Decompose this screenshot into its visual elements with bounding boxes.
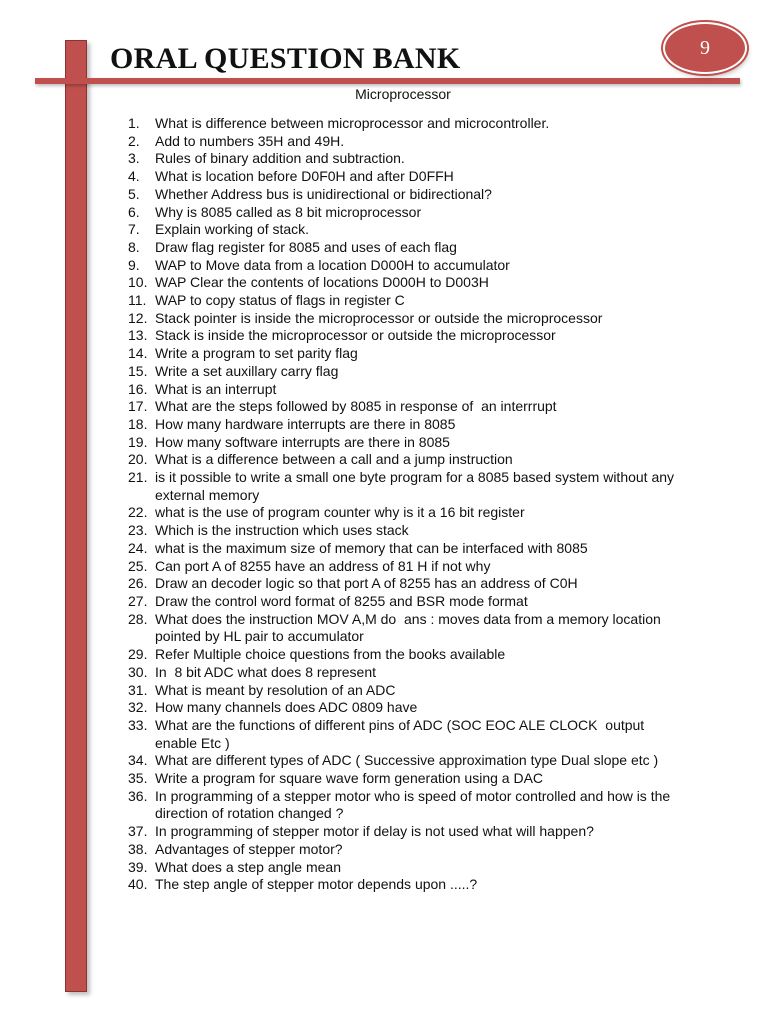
question-text: Which is the instruction which uses stack (155, 522, 409, 539)
question-text: what is the maximum size of memory that can be interfaced with 8085 (155, 539, 588, 556)
question-text: Write a program to set parity flag (155, 345, 358, 362)
question-number: 4. (128, 168, 140, 185)
question-text: Stack pointer is inside the microprocessor or outside the microprocessor (155, 309, 603, 326)
question-item (128, 416, 688, 434)
question-text: WAP to Move data from a location D000H to accumulator (155, 256, 510, 273)
question-item (128, 593, 688, 611)
question-item (128, 859, 688, 877)
question-text: Draw the control word format of 8255 and BSR mode format (155, 592, 528, 609)
question-number: 24. (128, 539, 148, 556)
question-text: What does the instruction MOV A,M do ans : moves data from a memory location pointed by HL pair to accumulator (155, 610, 665, 645)
question-item (128, 274, 688, 292)
question-number: 17. (128, 398, 148, 415)
question-text: What are the steps followed by 8085 in response of an interrrupt (155, 398, 557, 415)
question-number: 26. (128, 575, 148, 592)
question-item (128, 717, 688, 752)
question-number: 19. (128, 433, 148, 450)
question-number: 37. (128, 823, 148, 840)
question-item (128, 770, 688, 788)
question-number: 14. (128, 345, 148, 362)
question-number: 16. (128, 380, 148, 397)
question-number: 36. (128, 787, 148, 804)
question-text: What is a difference between a call and a jump instruction (155, 451, 513, 468)
question-number: 9. (128, 256, 140, 273)
page-number: 9 (700, 36, 710, 59)
page-number-badge (665, 24, 745, 72)
question-number: 27. (128, 592, 148, 609)
question-item (128, 381, 688, 399)
question-text: What are the functions of different pins of ADC (SOC EOC ALE CLOCK output enable Etc ) (155, 716, 649, 751)
question-text: What is meant by resolution of an ADC (155, 681, 396, 698)
question-item (128, 133, 688, 151)
question-item (128, 310, 688, 328)
question-text: Add to numbers 35H and 49H. (155, 132, 345, 149)
question-item (128, 682, 688, 700)
question-number: 33. (128, 716, 148, 733)
question-item (128, 221, 688, 239)
question-text: What are different types of ADC ( Successive approximation type Dual slope etc ) (155, 752, 659, 769)
question-text: Rules of binary addition and subtraction. (155, 150, 405, 167)
question-item (128, 327, 688, 345)
question-item (128, 876, 688, 894)
question-number: 6. (128, 203, 140, 220)
question-text: In programming of stepper motor if delay is not used what will happen? (155, 823, 594, 840)
question-item (128, 345, 688, 363)
question-item (128, 451, 688, 469)
question-number: 1. (128, 115, 140, 131)
question-number: 34. (128, 752, 148, 769)
question-number: 5. (128, 185, 140, 202)
question-item (128, 788, 688, 823)
question-item (128, 540, 688, 558)
question-item (128, 611, 688, 646)
question-item (128, 239, 688, 257)
question-item (128, 434, 688, 452)
question-text: Explain working of stack. (155, 221, 310, 238)
question-number: 11. (128, 292, 147, 309)
question-text: In 8 bit ADC what does 8 represent (155, 663, 377, 680)
question-text: What does a step angle mean (155, 858, 342, 875)
question-item (128, 292, 688, 310)
question-number: 35. (128, 770, 148, 787)
question-text: what is the use of program counter why is it a 16 bit register (155, 504, 525, 521)
question-text: Why is 8085 called as 8 bit microprocessor (155, 203, 422, 220)
question-number: 3. (128, 150, 140, 167)
question-text: How many software interrupts are there in 8085 (155, 433, 450, 450)
question-text: Refer Multiple choice questions from the books available (155, 646, 506, 663)
question-text: How many hardware interrupts are there in 8085 (155, 415, 456, 432)
question-item (128, 823, 688, 841)
question-number: 7. (128, 221, 140, 238)
question-number: 39. (128, 858, 148, 875)
decorative-vertical-bar (65, 40, 87, 992)
question-text: In programming of a stepper motor who is speed of motor controlled and how is the direction of rotation changed ? (155, 787, 675, 822)
question-number: 28. (128, 610, 148, 627)
question-item (128, 150, 688, 168)
question-number: 30. (128, 663, 148, 680)
question-item (128, 646, 688, 664)
question-text: What is an interrupt (155, 380, 277, 397)
question-text: Draw an decoder logic so that port A of 8255 has an address of C0H (155, 575, 578, 592)
question-item (128, 398, 688, 416)
question-number: 22. (128, 504, 148, 521)
question-text: WAP to copy status of flags in register C (155, 292, 405, 309)
question-item (128, 469, 688, 504)
question-text: Draw flag register for 8085 and uses of each flag (155, 238, 457, 255)
question-item (128, 841, 688, 859)
question-number: 15. (128, 362, 148, 379)
question-item (128, 363, 688, 381)
question-item (128, 186, 688, 204)
question-item (128, 664, 688, 682)
question-text: Advantages of stepper motor? (155, 840, 343, 857)
question-item (128, 504, 688, 522)
question-text: Write a program for square wave form generation using a DAC (155, 770, 544, 787)
question-text: Write a set auxillary carry flag (155, 362, 339, 379)
question-number: 8. (128, 238, 140, 255)
question-number: 20. (128, 451, 148, 468)
question-text: Stack is inside the microprocessor or outside the microprocessor (155, 327, 556, 344)
question-number: 25. (128, 557, 148, 574)
question-number: 18. (128, 415, 148, 432)
question-number: 32. (128, 699, 148, 716)
question-text: What is difference between microprocessor and microcontroller. (155, 115, 550, 131)
question-number: 38. (128, 840, 148, 857)
section-subtitle: Microprocessor (355, 86, 451, 102)
decorative-horizontal-bar (35, 78, 740, 84)
question-number: 31. (128, 681, 148, 698)
question-number: 12. (128, 309, 148, 326)
question-list (128, 115, 688, 894)
question-item (128, 168, 688, 186)
question-number: 10. (128, 274, 148, 291)
question-number: 23. (128, 522, 148, 539)
question-text: The step angle of stepper motor depends upon .....? (155, 876, 478, 893)
question-item (128, 257, 688, 275)
question-text: What is location before D0F0H and after D0FFH (155, 168, 454, 185)
question-number: 29. (128, 646, 148, 663)
question-number: 21. (128, 469, 148, 486)
question-item (128, 699, 688, 717)
question-text: Whether Address bus is unidirectional or bidirectional? (155, 185, 492, 202)
question-item (128, 752, 688, 770)
question-text: WAP Clear the contents of locations D000H to D003H (155, 274, 489, 291)
question-item (128, 522, 688, 540)
question-number: 13. (128, 327, 148, 344)
question-text: is it possible to write a small one byte program for a 8085 based system without any external memory (155, 469, 678, 503)
question-text: Can port A of 8255 have an address of 81 H if not why (155, 557, 491, 574)
question-item (128, 558, 688, 576)
question-item (128, 575, 688, 593)
question-item (128, 115, 688, 133)
question-number: 40. (128, 876, 148, 893)
page-title: ORAL QUESTION BANK (110, 42, 461, 75)
question-item (128, 204, 688, 222)
question-number: 2. (128, 132, 140, 149)
question-text: How many channels does ADC 0809 have (155, 699, 418, 716)
